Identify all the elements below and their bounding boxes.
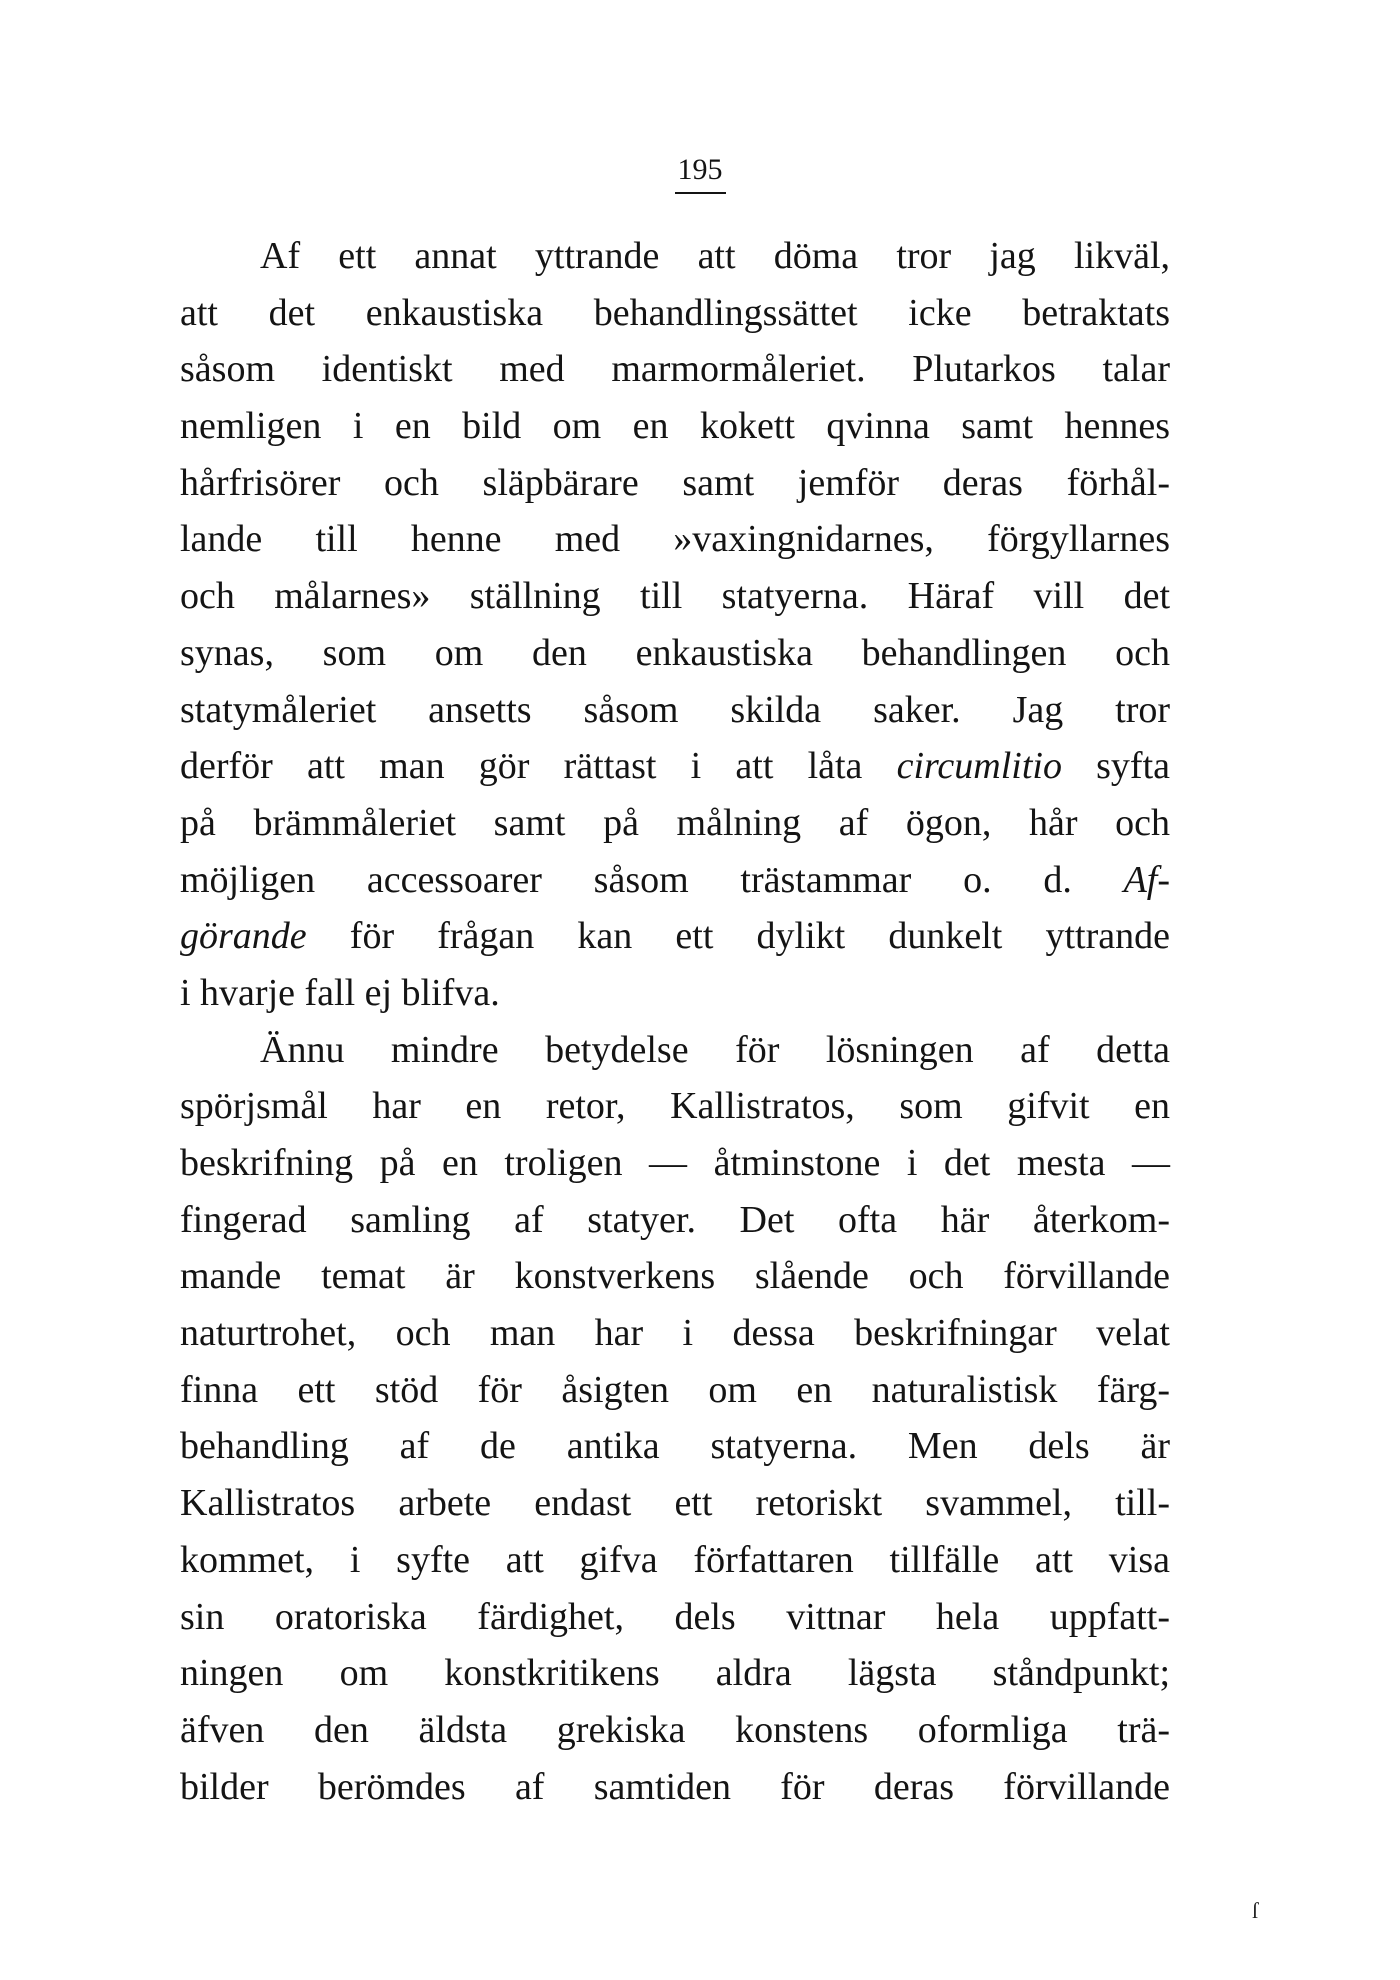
body-text xyxy=(180,228,1170,1815)
text-line: mande temat är konstverkens slående och förvillande xyxy=(180,1255,1170,1298)
text-line: i hvarje fall ej blifva. xyxy=(180,971,500,1014)
text-line: Kallistratos arbete endast ett retoriskt svammel, till- xyxy=(180,1482,1170,1525)
text-line: kommet, i syfte att gifva författaren tillfälle att visa xyxy=(180,1538,1170,1581)
text-line: såsom identiskt med marmormåleriet. Plutarkos talar xyxy=(180,348,1170,391)
text-line: fingerad samling af statyer. Det ofta här återkom- xyxy=(180,1198,1170,1241)
text-line: spörjsmål har en retor, Kallistratos, som gifvit en xyxy=(180,1085,1170,1128)
text-line: naturtrohet, och man har i dessa beskrifningar velat xyxy=(180,1312,1170,1355)
text-line: lande till henne med »vaxingnidarnes, förgyllarnes xyxy=(180,518,1170,561)
text-line: att det enkaustiska behandlingssättet icke betraktats xyxy=(180,291,1170,334)
text-line: beskrifning på en troligen — åtminstone i det mesta — xyxy=(180,1142,1170,1184)
text-line: görande för frågan kan ett dylikt dunkelt yttrande xyxy=(180,915,1170,958)
text-line: på brämmåleriet samt på målning af ögon, hår och xyxy=(180,801,1170,844)
text-line: finna ett stöd för åsigten om en naturalistisk färg- xyxy=(180,1368,1170,1411)
text-line: behandling af de antika statyerna. Men dels är xyxy=(180,1425,1170,1468)
text-line: sin oratoriska färdighet, dels vittnar hela uppfatt- xyxy=(180,1595,1170,1638)
text-line: möjligen accessoarer såsom trästammar o. d. Af- xyxy=(180,858,1170,901)
text-line: och målarnes» ställning till statyerna. Häraf vill det xyxy=(180,575,1170,618)
text-line: synas, som om den enkaustiska behandlingen och xyxy=(180,631,1170,674)
text-line: derför att man gör rättast i att låta circumlitio syfta xyxy=(180,745,1171,788)
italic-term: Af- xyxy=(1123,858,1170,901)
text-line: hårfrisörer och släpbärare samt jemför deras förhål- xyxy=(180,461,1170,504)
text-line: bilder berömdes af samtiden för deras förvillande xyxy=(180,1765,1170,1808)
page-number xyxy=(0,150,1400,194)
text-line: ningen om konstkritikens aldra lägsta ståndpunkt; xyxy=(180,1652,1170,1695)
text-line: Ännu mindre betydelse för lösningen af detta xyxy=(260,1028,1170,1071)
text-line: Af ett annat yttrande att döma tror jag likväl, xyxy=(260,235,1170,277)
corner-mark: ſ xyxy=(1252,1898,1259,1923)
text-line: äfven den äldsta grekiska konstens oformliga trä- xyxy=(180,1708,1170,1751)
italic-term: görande xyxy=(180,915,307,958)
text-line: statymåleriet ansetts såsom skilda saker. Jag tror xyxy=(180,688,1170,731)
page-number-text: 195 xyxy=(675,150,726,194)
text-line: nemligen i en bild om en kokett qvinna samt hennes xyxy=(180,405,1170,448)
italic-term: circumlitio xyxy=(896,745,1062,788)
